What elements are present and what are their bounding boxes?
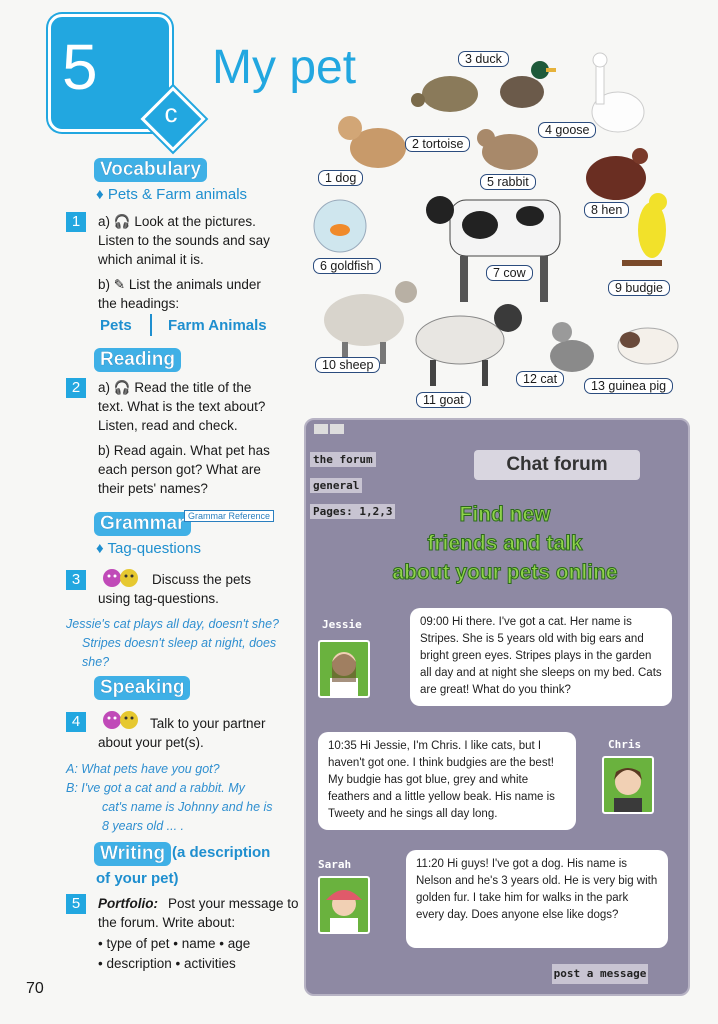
page-number: 70 — [26, 980, 44, 997]
forum-title: Chat forum — [474, 450, 640, 480]
exercise-4-line: Talk to your partner — [150, 716, 266, 731]
grammar-reference-link[interactable]: Grammar Reference — [184, 510, 274, 522]
nav-pages[interactable]: Pages: 1,2,3 — [310, 504, 395, 519]
animal-label-sheep: 10 sheep — [315, 357, 380, 373]
budgie-picture — [622, 193, 667, 266]
page-title: My pet — [212, 41, 357, 94]
animal-label-cat: 12 cat — [516, 371, 564, 387]
exercise-1a-line: which animal it is. — [98, 252, 204, 267]
exercise-number-2: 2 — [66, 378, 86, 398]
goldfish-picture — [314, 200, 366, 252]
example-line: she? — [82, 655, 110, 669]
avatar — [602, 756, 654, 814]
grammar-heading: Grammar — [94, 512, 191, 536]
dialogue-line: A: What pets have you got? — [66, 762, 220, 776]
lesson-letter: c — [164, 98, 178, 128]
tortoise-picture — [411, 76, 478, 112]
nav-the-forum[interactable]: the forum — [310, 452, 376, 467]
writing-subheading: of your pet) — [96, 870, 179, 887]
exercise-1a-line: Listen to the sounds and say — [98, 233, 270, 248]
animal-label-goat: 11 goat — [416, 392, 471, 408]
exercise-2b-line: their pets' names? — [98, 481, 208, 496]
exercise-5-line: the forum. Write about: — [98, 915, 236, 930]
exercise-2a-line: text. What is the text about? — [98, 399, 266, 414]
exercise-2a-line: a) 🎧 Read the title of the — [98, 380, 252, 395]
forum-post: 11:20 Hi guys! I've got a dog. His name is Nelson and he's 3 years old. He is very big with golden fur. I take him for walks in the park every day. Does anyone else like dogs? — [406, 850, 668, 948]
vocabulary-subheading: ♦ Pets & Farm animals — [96, 186, 248, 203]
window-control-icon[interactable] — [330, 424, 344, 434]
vocabulary-heading: Vocabulary — [94, 158, 207, 182]
exercise-4-line: about your pet(s). — [98, 735, 204, 750]
sheep-picture — [324, 281, 417, 364]
promo-line: friends and talk — [427, 532, 583, 555]
speaking-dialogue — [66, 760, 296, 836]
exercise-number-3: 3 — [66, 570, 86, 590]
cow-picture — [426, 196, 560, 302]
guinea-pig-picture — [618, 328, 678, 364]
exercise-2b-line: each person got? What are — [98, 462, 261, 477]
exercise-2-text — [98, 378, 294, 498]
exercise-3-line: using tag-questions. — [98, 591, 219, 606]
exercise-number-5: 5 — [66, 894, 86, 914]
writing-heading: Writing — [94, 842, 171, 866]
exercise-1b-line: the headings: — [98, 296, 180, 311]
animal-label-hen: 8 hen — [584, 202, 629, 218]
speaking-heading: Speaking — [94, 676, 190, 700]
exercise-2a-line: Listen, read and check. — [98, 418, 238, 433]
forum-post: 10:35 Hi Jessie, I'm Chris. I like cats, but I haven't got one. I think budgies are the best! My budgie has got blue, grey and white feathers and a little yellow beak. His name is Tweety and he sings all day long. — [318, 732, 576, 830]
forum-post: 09:00 Hi there. I've got a cat. Her name is Stripes. She is 5 years old with big ears and bright green eyes. Stripes plays in the garden all day and at night she sleeps on my bed. Cats are great! What do you think? — [410, 608, 672, 706]
grammar-example — [66, 615, 296, 672]
window-control-icon[interactable] — [314, 424, 328, 434]
rabbit-picture — [477, 129, 538, 170]
exercise-1-text — [98, 212, 288, 313]
animal-label-dog: 1 dog — [318, 170, 363, 186]
animal-label-duck: 3 duck — [458, 51, 509, 67]
post-message-button[interactable]: post a message — [552, 964, 648, 984]
exercise-2b-line: b) Read again. What pet has — [98, 443, 270, 458]
exercise-number-1: 1 — [66, 212, 86, 232]
exercise-1a-line: a) 🎧 Look at the pictures. — [98, 214, 256, 229]
dialogue-line: cat's name is Johnny and he is — [102, 800, 273, 814]
goat-picture — [416, 304, 522, 386]
exercise-number-4: 4 — [66, 712, 86, 732]
writing-bullets: • type of pet • name • age — [98, 936, 251, 951]
column-divider — [150, 314, 152, 336]
animal-label-rabbit: 5 rabbit — [480, 174, 536, 190]
forum-promo — [360, 500, 650, 587]
animals-illustration — [300, 40, 700, 410]
dialogue-line: B: I've got a cat and a rabbit. My — [66, 781, 245, 795]
example-line: Stripes doesn't sleep at night, does — [82, 636, 277, 650]
promo-line: about your pets online — [392, 561, 618, 584]
heading-pets: Pets — [100, 317, 132, 334]
avatar — [318, 640, 370, 698]
heading-farm-animals: Farm Animals — [168, 317, 267, 334]
cat-picture — [550, 322, 594, 372]
portfolio-label: Portfolio: — [98, 896, 158, 911]
hen-picture — [586, 148, 648, 200]
animal-label-budgie: 9 budgie — [608, 280, 670, 296]
grammar-subheading: ♦ Tag-questions — [96, 540, 201, 557]
nav-general[interactable]: general — [310, 478, 362, 493]
dog-picture — [338, 116, 406, 168]
unit-number: 5 — [62, 31, 98, 103]
pair-work-icon — [102, 568, 142, 588]
post-author: Jessie — [322, 618, 362, 631]
exercise-1b-line: b) ✎ List the animals under — [98, 277, 261, 292]
animal-label-cow: 7 cow — [486, 265, 533, 281]
pair-work-icon — [102, 710, 142, 730]
dialogue-line: 8 years old ... . — [102, 819, 184, 833]
writing-subheading: (a description — [172, 844, 271, 861]
exercise-5-line: Post your message to — [168, 896, 299, 911]
goose-picture — [592, 53, 644, 132]
animal-label-goose: 4 goose — [538, 122, 596, 138]
example-line: Jessie's cat plays all day, doesn't she? — [66, 617, 279, 631]
post-author: Chris — [608, 738, 642, 751]
post-author: Sarah — [318, 858, 352, 871]
avatar — [318, 876, 370, 934]
reading-heading: Reading — [94, 348, 181, 372]
animal-label-tortoise: 2 tortoise — [405, 136, 470, 152]
exercise-3-line: Discuss the pets — [152, 572, 252, 587]
writing-bullets: • description • activities — [98, 956, 236, 971]
duck-picture — [500, 61, 556, 108]
animal-label-goldfish: 6 goldfish — [313, 258, 381, 274]
animal-label-guinea-pig: 13 guinea pig — [584, 378, 673, 394]
promo-line: Find new — [459, 503, 551, 526]
